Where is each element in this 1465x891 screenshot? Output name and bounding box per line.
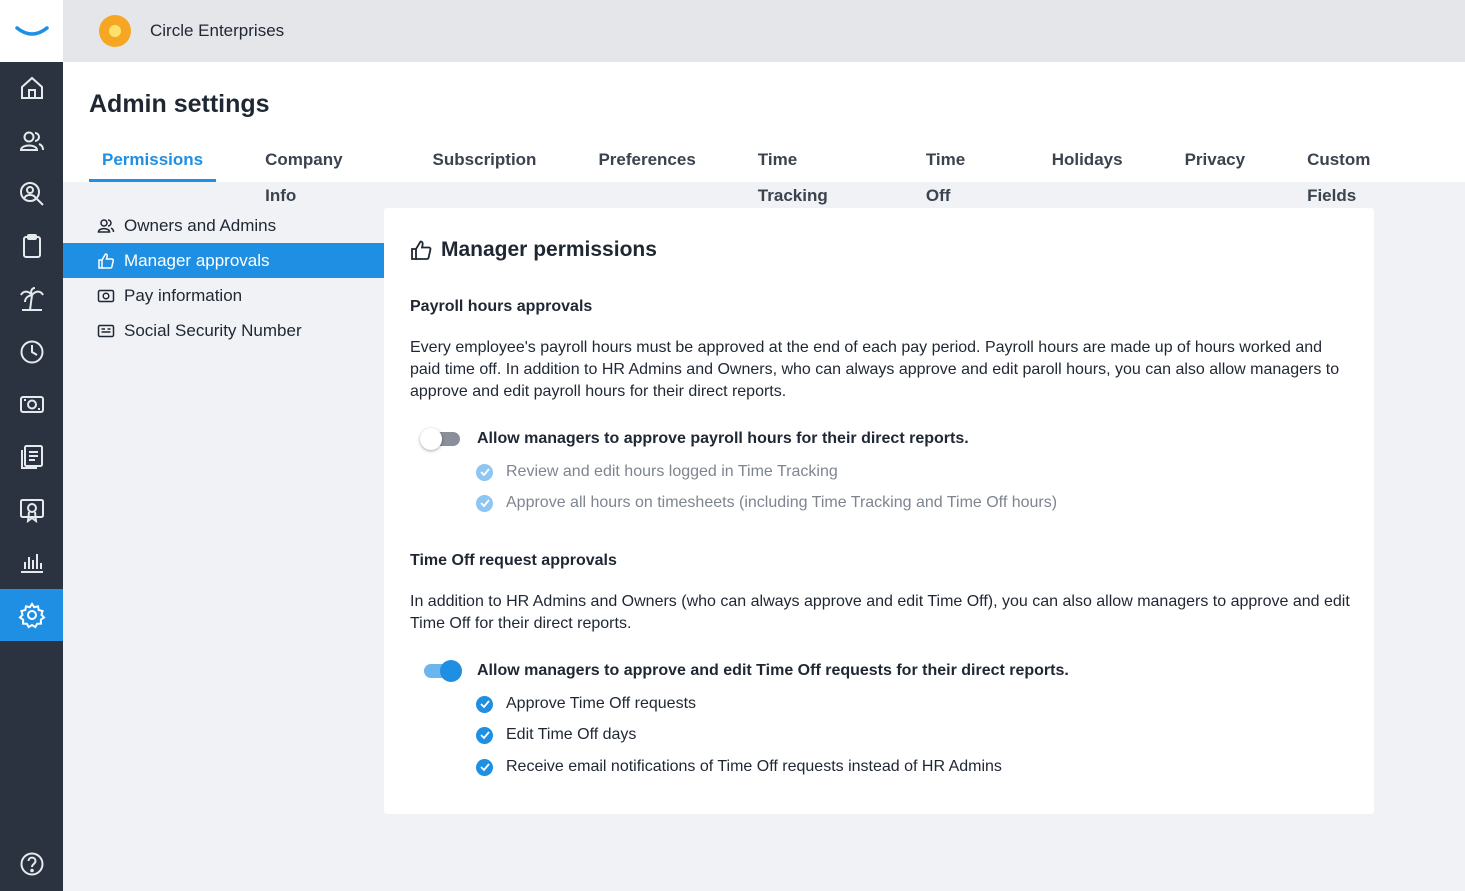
checkmark-icon [476,495,493,512]
settings-tabs [89,142,1465,205]
rail-payroll[interactable] [0,378,63,430]
option-label: Edit Time Off days [506,726,637,743]
tab-permissions[interactable]: Permissions [89,142,216,182]
checkmark-icon [476,759,493,776]
subnav-manager-approvals[interactable] [63,243,384,278]
payroll-toggle-row [420,427,969,451]
payroll-section-heading: Payroll hours approvals [410,298,593,315]
tab-time-off[interactable]: Time Off [925,150,966,205]
rail-training[interactable] [0,484,63,536]
clock-icon [18,338,46,366]
checkmark-icon [476,696,493,713]
app-logo[interactable] [0,0,63,62]
permissions-subnav [63,208,384,348]
rail-time-tracking[interactable] [0,326,63,378]
tab-subscription[interactable]: Subscription [432,150,537,169]
card-title-text: Manager permissions [441,238,657,261]
payroll-toggle-label: Allow managers to approve payroll hours for their direct reports. [477,430,969,447]
palm-tree-icon [18,285,46,313]
settings-header [63,62,1465,205]
timeoff-option-edit-days [476,726,636,744]
subnav-label: Manager approvals [124,250,270,270]
option-label: Approve all hours on timesheets (including Time Tracking and Time Off hours) [506,494,1058,511]
bar-chart-icon [18,548,46,576]
subnav-label: Social Security Number [124,320,302,340]
subnav-owners-and-admins[interactable] [63,208,384,243]
money-icon [18,390,46,418]
rail-documents[interactable] [0,431,63,483]
payroll-description: Every employee's payroll hours must be approved at the end of each pay period. Payroll hours are made up of hours worked and paid time off. In addition to HR Admins and Owners, who can always approve and edit paroll hours, you can also allow managers to approve and edit payroll hours for their direct reports. [410,339,1340,400]
subnav-social-security-number[interactable] [63,313,384,348]
left-rail [0,0,63,891]
subnav-label: Owners and Admins [124,215,277,235]
payroll-approval-toggle[interactable] [420,427,462,451]
timeoff-section-heading: Time Off request approvals [410,552,617,569]
option-label: Approve Time Off requests [506,695,697,712]
option-label: Receive email notifications of Time Off requests instead of HR Admins [506,758,1002,775]
help-icon [18,850,46,878]
certificate-icon [18,496,46,524]
subnav-label: Pay information [124,285,243,305]
home-icon [18,74,46,102]
top-bar [63,0,1465,62]
tab-custom-fields[interactable]: Custom Fields [1307,150,1371,205]
rail-help[interactable] [0,838,63,890]
money-icon [97,287,115,305]
thumbs-up-icon [97,252,115,270]
id-card-icon [97,322,115,340]
search-person-icon [18,180,46,208]
subnav-pay-information[interactable] [63,278,384,313]
rail-settings[interactable] [0,589,63,641]
company-name: Circle Enterprises [150,21,285,40]
people-icon [97,217,115,235]
thumbs-up-icon [410,239,432,261]
card-title [410,238,657,262]
timeoff-description: In addition to HR Admins and Owners (who can always approve and edit Time Off), you can also allow managers to approve and edit Time Off for their direct reports. [410,593,1350,632]
clipboard-icon [18,232,46,260]
tab-company-info[interactable]: Company Info [265,150,343,205]
rail-time-off[interactable] [0,273,63,325]
tab-privacy[interactable]: Privacy [1184,150,1246,169]
option-label: Review and edit hours logged in Time Tracking [506,463,838,480]
timeoff-approval-toggle[interactable] [420,659,462,683]
gear-icon [18,601,46,629]
rail-hiring[interactable] [0,168,63,220]
documents-icon [18,443,46,471]
rail-home[interactable] [0,62,63,114]
checkmark-icon [476,464,493,481]
rail-onboarding[interactable] [0,220,63,272]
rail-reports[interactable] [0,536,63,588]
company-logo [99,15,131,47]
smile-logo-icon [15,24,49,38]
payroll-option-review-hours [476,463,838,481]
page-title: Admin settings [89,90,270,118]
checkmark-icon [476,727,493,744]
timeoff-option-approve-requests [476,695,696,713]
tab-time-tracking[interactable]: Time Tracking [757,150,828,205]
timeoff-option-email-notifications [476,758,1002,776]
manager-permissions-card [384,208,1374,814]
people-icon [18,127,46,155]
rail-people[interactable] [0,115,63,167]
timeoff-toggle-label: Allow managers to approve and edit Time Off requests for their direct reports. [477,662,1069,679]
timeoff-toggle-row [420,659,1069,683]
tab-preferences[interactable]: Preferences [598,150,696,169]
tab-holidays[interactable]: Holidays [1051,150,1123,169]
payroll-option-approve-timesheets [476,494,1057,512]
